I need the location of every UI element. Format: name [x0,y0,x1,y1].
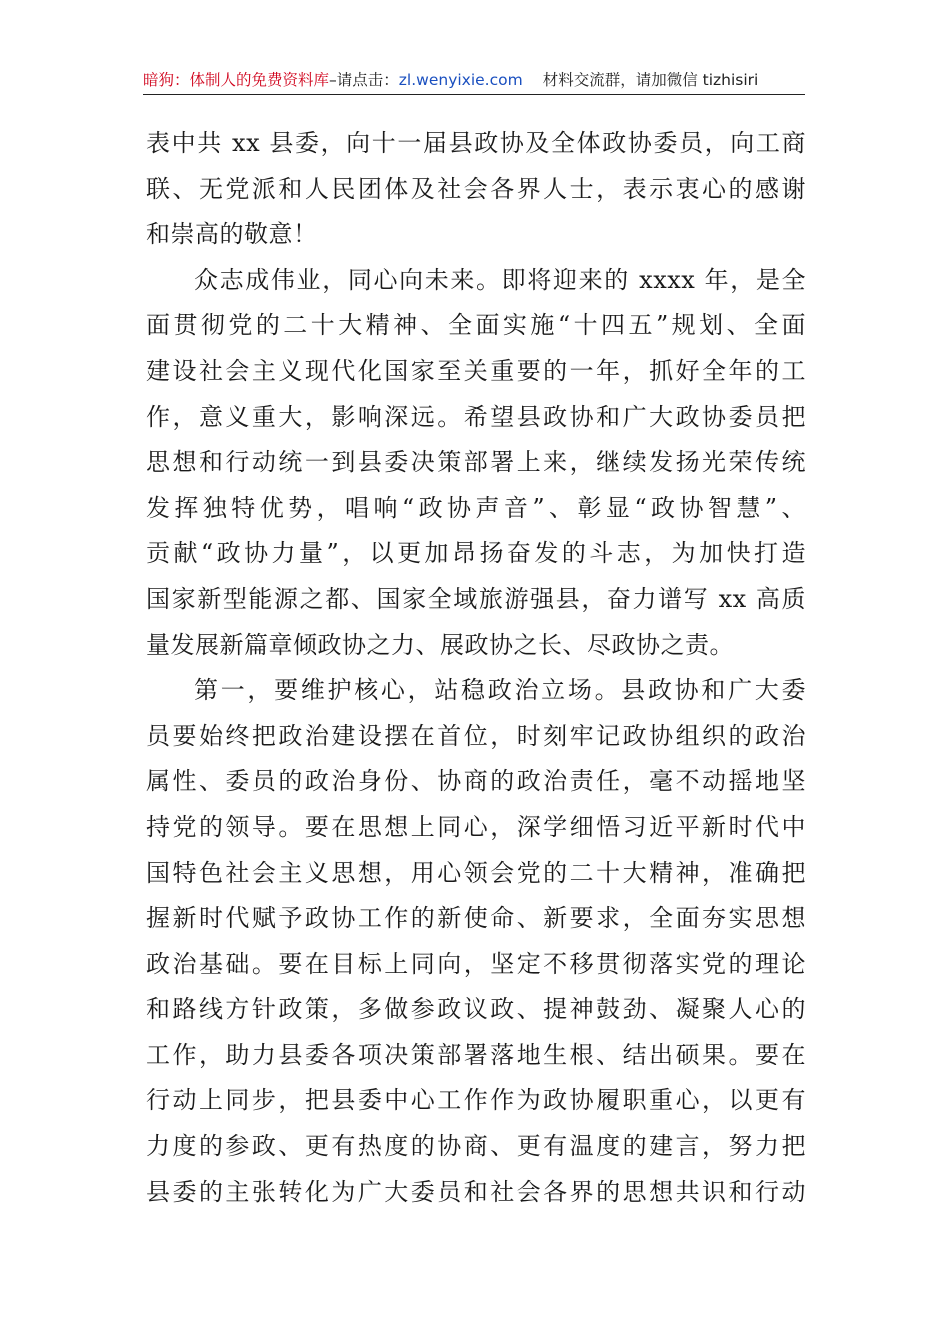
body-line: 工作，助力县委各项决策部署落地生根、结出硕果。要在 [146,1040,806,1069]
header-link[interactable]: zl.wenyixie.com [398,71,523,89]
body-line: 属性、委员的政治身份、协商的政治责任，毫不动摇地坚 [146,767,806,796]
body-line: 握新时代赋予政协工作的新使命、新要求，全面夯实思想 [146,904,806,933]
body-line: 行动上同步，把县委中心工作作为政协履职重心，以更有 [146,1086,806,1115]
body-line: 县委的主张转化为广大委员和社会各界的思想共识和行动 [146,1177,806,1206]
body-line: 量发展新篇章倾政协之力、展政协之长、尽政协之责。 [146,630,734,659]
body-line: 国特色社会主义思想，用心领会党的二十大精神，准确把 [146,858,806,887]
body-line: 面贯彻党的二十大精神、全面实施“十四五”规划、全面 [146,311,806,340]
body-line: 国家新型能源之都、国家全域旅游强县，奋力谱写 xx 高质 [146,584,806,613]
body-line: 员要始终把政治建设摆在首位，时刻牢记政协组织的政治 [146,721,806,750]
body-line: 和崇高的敬意！ [146,220,318,249]
document-body [146,121,806,1215]
body-line: 联、无党派和人民团体及社会各界人士，表示衷心的感谢 [146,174,806,203]
body-line: 和路线方针政策，多做参政议政、提神鼓劲、凝聚人心的 [146,995,806,1024]
body-line: 贡献“政协力量”，以更加昂扬奋发的斗志，为加快打造 [146,539,806,568]
body-line: 发挥独特优势，唱响“政协声音”、彰显“政协智慧”、 [146,493,806,522]
body-line: 建设社会主义现代化国家至关重要的一年，抓好全年的工 [146,356,806,385]
body-line: 思想和行动统一到县委决策部署上来，继续发扬光荣传统 [146,448,806,477]
body-line: 众志成伟业，同心向未来。即将迎来的 xxxx 年，是全 [194,265,806,294]
body-line: 政治基础。要在目标上同向，坚定不移贯彻落实党的理论 [146,949,806,978]
body-line: 持党的领导。要在思想上同心，深学细悟习近平新时代中 [146,812,806,841]
body-line: 第一，要维护核心，站稳政治立场。县政协和广大委 [194,676,806,705]
body-line: 作，意义重大，影响深远。希望县政协和广大政协委员把 [146,402,806,431]
page-header [143,66,805,95]
header-brand: 暗狗：体制人的免费资料库 [143,71,330,89]
body-line: 力度的参政、更有热度的协商、更有温度的建言，努力把 [146,1132,806,1161]
header-wechat: 材料交流群，请加微信 tizhisiri [542,71,759,89]
body-line: 表中共 xx 县委，向十一届县政协及全体政协委员，向工商 [146,129,806,157]
header-separator: –请点击： [329,71,399,89]
